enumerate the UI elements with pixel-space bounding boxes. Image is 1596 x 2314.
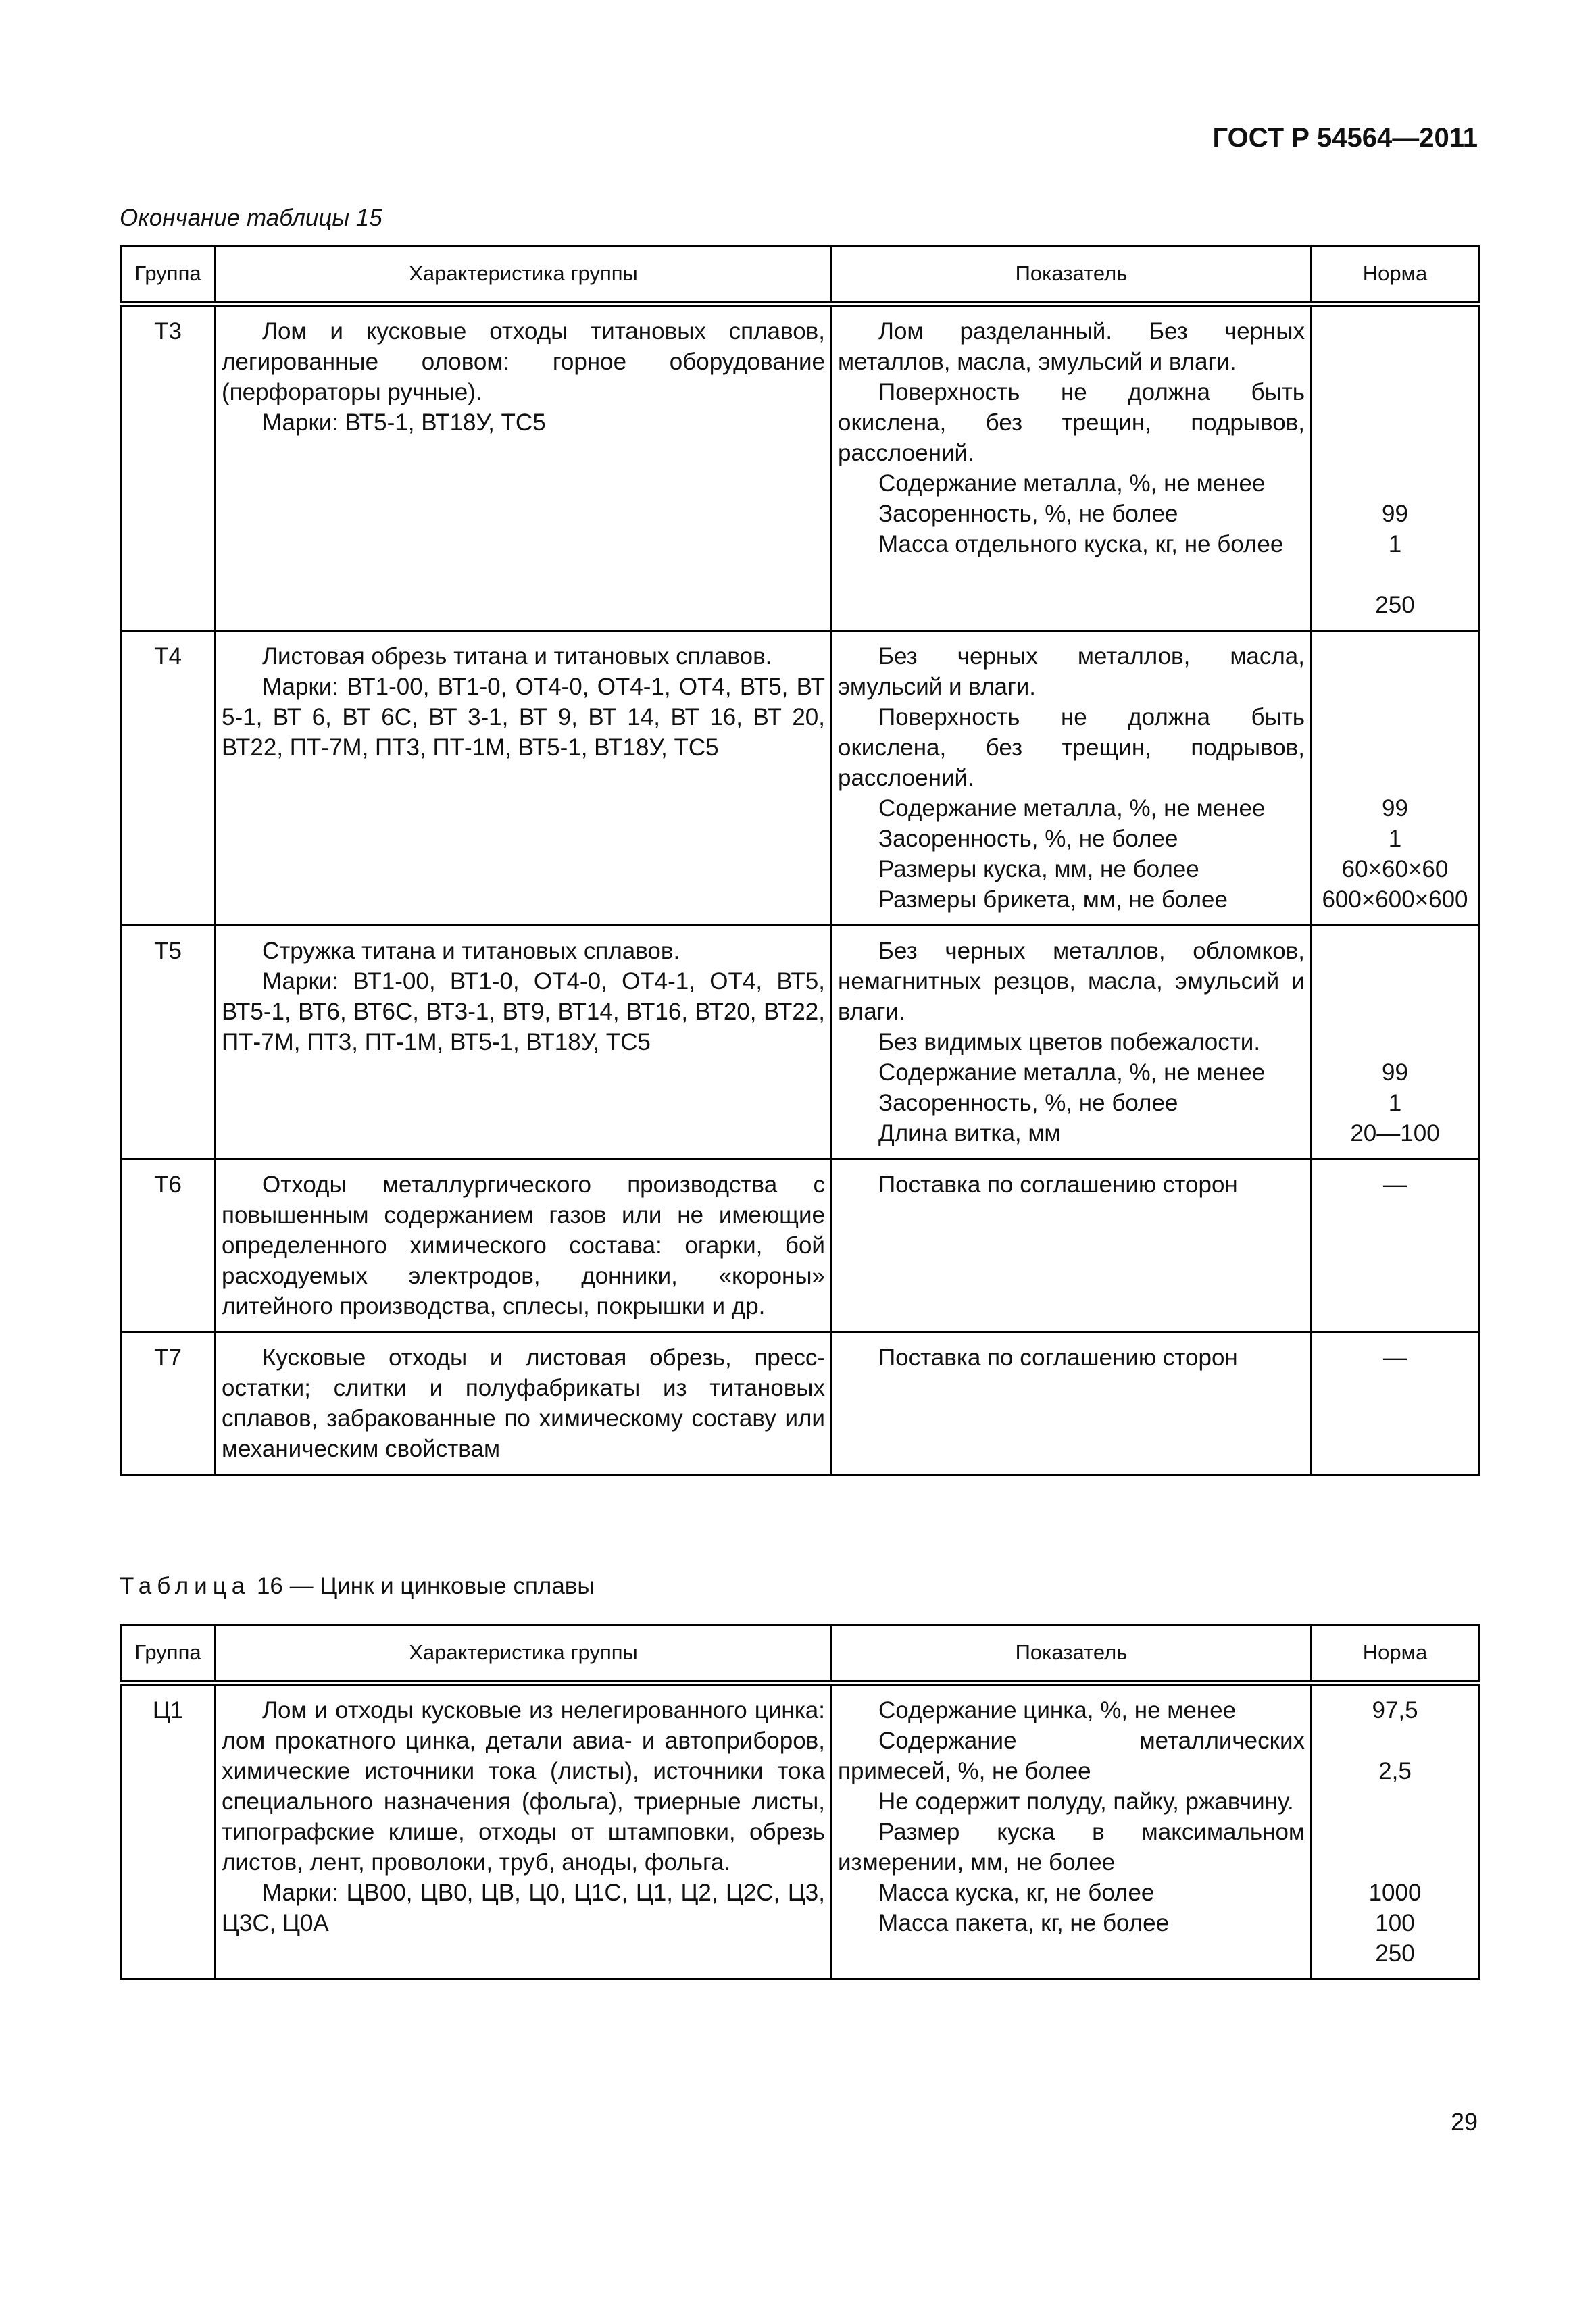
table-row [121, 1332, 1479, 1475]
characteristic-cell [216, 1683, 832, 1980]
indicator-paragraph: Засоренность, %, не более [878, 826, 1178, 852]
characteristic-cell [216, 926, 832, 1159]
indicator-paragraph: Содержание металла, %, не менее [878, 795, 1266, 822]
indicator-paragraph: Не содержит полуду, пайку, ржавчину. [878, 1788, 1294, 1815]
column-header-group: Группа [121, 1625, 216, 1683]
indicator-paragraph: Содержание металла, %, не менее [878, 1059, 1266, 1086]
table-16-caption-title: 16 — Цинк и цинковые сплавы [256, 1573, 595, 1599]
indicator-paragraph: Без черных металлов, обломков, немагнитных резцов, масла, эмульсий и влаги. [838, 938, 1305, 1025]
norm-line: 97,5 [1372, 1697, 1418, 1724]
indicator-paragraph: Содержание металлических примесей, %, не более [838, 1728, 1305, 1784]
indicator-paragraph: Поверхность не должна быть окислена, без трещин, подрывов, расслоений. [838, 704, 1305, 791]
characteristic-paragraph: Марки: ВТ5-1, ВТ18У, ТС5 [262, 409, 546, 436]
indicator-paragraph: Размеры куска, мм, не более [878, 856, 1199, 882]
norm-cell [1312, 1683, 1479, 1980]
indicator-cell [832, 631, 1312, 926]
indicator-paragraph: Масса отдельного куска, кг, не более [878, 531, 1284, 557]
characteristic-cell [216, 1332, 832, 1475]
norm-line: 250 [1375, 592, 1415, 618]
norm-line: — [1383, 1172, 1407, 1198]
indicator-paragraph: Масса пакета, кг, не более [878, 1910, 1170, 1936]
characteristic-paragraph: Листовая обрезь титана и титановых сплавов. [262, 643, 772, 670]
characteristic-paragraph: Лом и кусковые отходы титановых сплавов, легированные оловом: горное оборудование (перфораторы ручные). [222, 318, 825, 405]
indicator-cell [832, 1159, 1312, 1332]
indicator-paragraph: Поставка по соглашению сторон [878, 1172, 1238, 1198]
indicator-paragraph: Без видимых цветов побежалости. [878, 1029, 1261, 1055]
group-cell: Т7 [121, 1332, 216, 1475]
norm-line: 1 [1388, 826, 1402, 852]
table-row [121, 1159, 1479, 1332]
norm-line: 1 [1388, 531, 1402, 557]
norm-cell [1312, 631, 1479, 926]
norm-line [1314, 732, 1476, 763]
column-header-indicator: Показатель [832, 246, 1312, 304]
table-row [121, 304, 1479, 631]
characteristic-paragraph: Стружка титана и титановых сплавов. [262, 938, 680, 964]
norm-line: 600×600×600 [1322, 886, 1468, 913]
indicator-paragraph: Размеры брикета, мм, не более [878, 886, 1228, 913]
characteristic-cell [216, 631, 832, 926]
norm-cell [1312, 1332, 1479, 1475]
norm-line [1314, 407, 1476, 438]
norm-line [1314, 1786, 1476, 1817]
norm-line [1314, 1817, 1476, 1847]
table-16 [120, 1624, 1480, 1980]
table-15 [120, 245, 1480, 1476]
norm-line: 250 [1375, 1940, 1415, 1967]
table-row [121, 1683, 1479, 1980]
norm-line [1314, 997, 1476, 1027]
norm-line [1314, 316, 1476, 347]
column-header-norm: Норма [1312, 1625, 1479, 1683]
group-cell: Т3 [121, 304, 216, 631]
norm-line: 100 [1375, 1910, 1415, 1936]
characteristic-cell [216, 304, 832, 631]
norm-cell [1312, 1159, 1479, 1332]
characteristic-paragraph: Марки: ЦВ00, ЦВ0, ЦВ, Ц0, Ц1С, Ц1, Ц2, Ц2С, Ц3, Ц3С, Ц0А [222, 1880, 825, 1936]
indicator-paragraph: Длина витка, мм [878, 1120, 1061, 1147]
indicator-cell [832, 1332, 1312, 1475]
group-cell: Т4 [121, 631, 216, 926]
indicator-paragraph: Содержание цинка, %, не менее [878, 1697, 1237, 1724]
column-header-characteristic: Характеристика группы [216, 1625, 832, 1683]
norm-line [1314, 641, 1476, 672]
page-number: 29 [1450, 2108, 1478, 2136]
indicator-paragraph: Засоренность, %, не более [878, 1090, 1178, 1116]
norm-line [1314, 377, 1476, 407]
column-header-norm: Норма [1312, 246, 1479, 304]
column-header-indicator: Показатель [832, 1625, 1312, 1683]
indicator-cell [832, 926, 1312, 1159]
indicator-cell [832, 304, 1312, 631]
indicator-paragraph: Засоренность, %, не более [878, 501, 1178, 527]
group-cell: Ц1 [121, 1683, 216, 1980]
characteristic-paragraph: Отходы металлургического производства с повышенным содержанием газов или не имеющие определенного химического состава: огарки, бой расходуемых электродов, донники, «короны» литейного производства, сплесы, покрышки и др. [222, 1172, 825, 1319]
table-row [121, 926, 1479, 1159]
norm-cell [1312, 926, 1479, 1159]
characteristic-paragraph: Кусковые отходы и листовая обрезь, пресс-остатки; слитки и полуфабрикаты из титановых сплавов, забракованные по химическому составу или механическим свойствам [222, 1344, 825, 1462]
column-header-characteristic: Характеристика группы [216, 246, 832, 304]
norm-line: 60×60×60 [1341, 856, 1449, 882]
norm-line [1314, 1847, 1476, 1878]
table-16-caption [120, 1573, 595, 1600]
norm-line: 99 [1382, 795, 1408, 822]
norm-line [1314, 1027, 1476, 1057]
norm-line [1314, 763, 1476, 793]
table-16-caption-word: Таблица [120, 1573, 251, 1599]
norm-line [1314, 347, 1476, 377]
table-header-row [121, 1625, 1479, 1683]
table-row [121, 631, 1479, 926]
indicator-cell [832, 1683, 1312, 1980]
norm-cell [1312, 304, 1479, 631]
norm-line: — [1383, 1344, 1407, 1371]
norm-line: 2,5 [1378, 1758, 1412, 1784]
characteristic-paragraph: Лом и отходы кусковые из нелегированного цинка: лом прокатного цинка, детали авиа- и автоприборов, химические источники тока (листы), источники тока специального назначения (фольга), триерные листы, типографские клише, отходы от штамповки, обрезь листов, лент, проволоки, труб, аноды, фольга. [222, 1697, 825, 1876]
characteristic-paragraph: Марки: ВТ1-00, ВТ1-0, ОТ4-0, ОТ4-1, ОТ4, ВТ5, ВТ 5-1, ВТ 6, ВТ 6С, ВТ 3-1, ВТ 9, ВТ 14, ВТ 16, ВТ 20, ВТ22, ПТ-7М, ПТ3, ПТ-1М, ВТ5-1, ВТ18У, ТС5 [222, 674, 825, 761]
norm-line: 1 [1388, 1090, 1402, 1116]
norm-line [1314, 559, 1476, 590]
norm-line [1314, 672, 1476, 702]
norm-line [1314, 966, 1476, 997]
characteristic-cell [216, 1159, 832, 1332]
norm-line [1314, 438, 1476, 468]
indicator-paragraph: Содержание металла, %, не менее [878, 470, 1266, 497]
characteristic-paragraph: Марки: ВТ1-00, ВТ1-0, ОТ4-0, ОТ4-1, ОТ4, ВТ5, ВТ5-1, ВТ6, ВТ6С, ВТ3-1, ВТ9, ВТ14, ВТ16, ВТ20, ВТ22, ПТ-7М, ПТ3, ПТ-1М, ВТ5-1, ВТ18У, ТС5 [222, 968, 825, 1055]
group-cell: Т6 [121, 1159, 216, 1332]
norm-line [1314, 702, 1476, 732]
column-header-group: Группа [121, 246, 216, 304]
table-15-caption: Окончание таблицы 15 [120, 205, 382, 231]
document-code: ГОСТ Р 54564—2011 [1212, 123, 1478, 153]
indicator-paragraph: Без черных металлов, масла, эмульсий и влаги. [838, 643, 1305, 700]
indicator-paragraph: Поставка по соглашению сторон [878, 1344, 1238, 1371]
indicator-paragraph: Размер куска в максимальном измерении, мм, не более [838, 1819, 1305, 1876]
norm-line [1314, 936, 1476, 966]
indicator-paragraph: Масса куска, кг, не более [878, 1880, 1155, 1906]
norm-line: 99 [1382, 1059, 1408, 1086]
norm-line: 20—100 [1350, 1120, 1440, 1147]
group-cell: Т5 [121, 926, 216, 1159]
norm-line [1314, 468, 1476, 499]
table-header-row [121, 246, 1479, 304]
norm-line: 99 [1382, 501, 1408, 527]
norm-line: 1000 [1368, 1880, 1422, 1906]
indicator-paragraph: Лом разделанный. Без черных металлов, масла, эмульсий и влаги. [838, 318, 1305, 375]
norm-line [1314, 1726, 1476, 1756]
indicator-paragraph: Поверхность не должна быть окислена, без трещин, подрывов, расслоений. [838, 379, 1305, 466]
